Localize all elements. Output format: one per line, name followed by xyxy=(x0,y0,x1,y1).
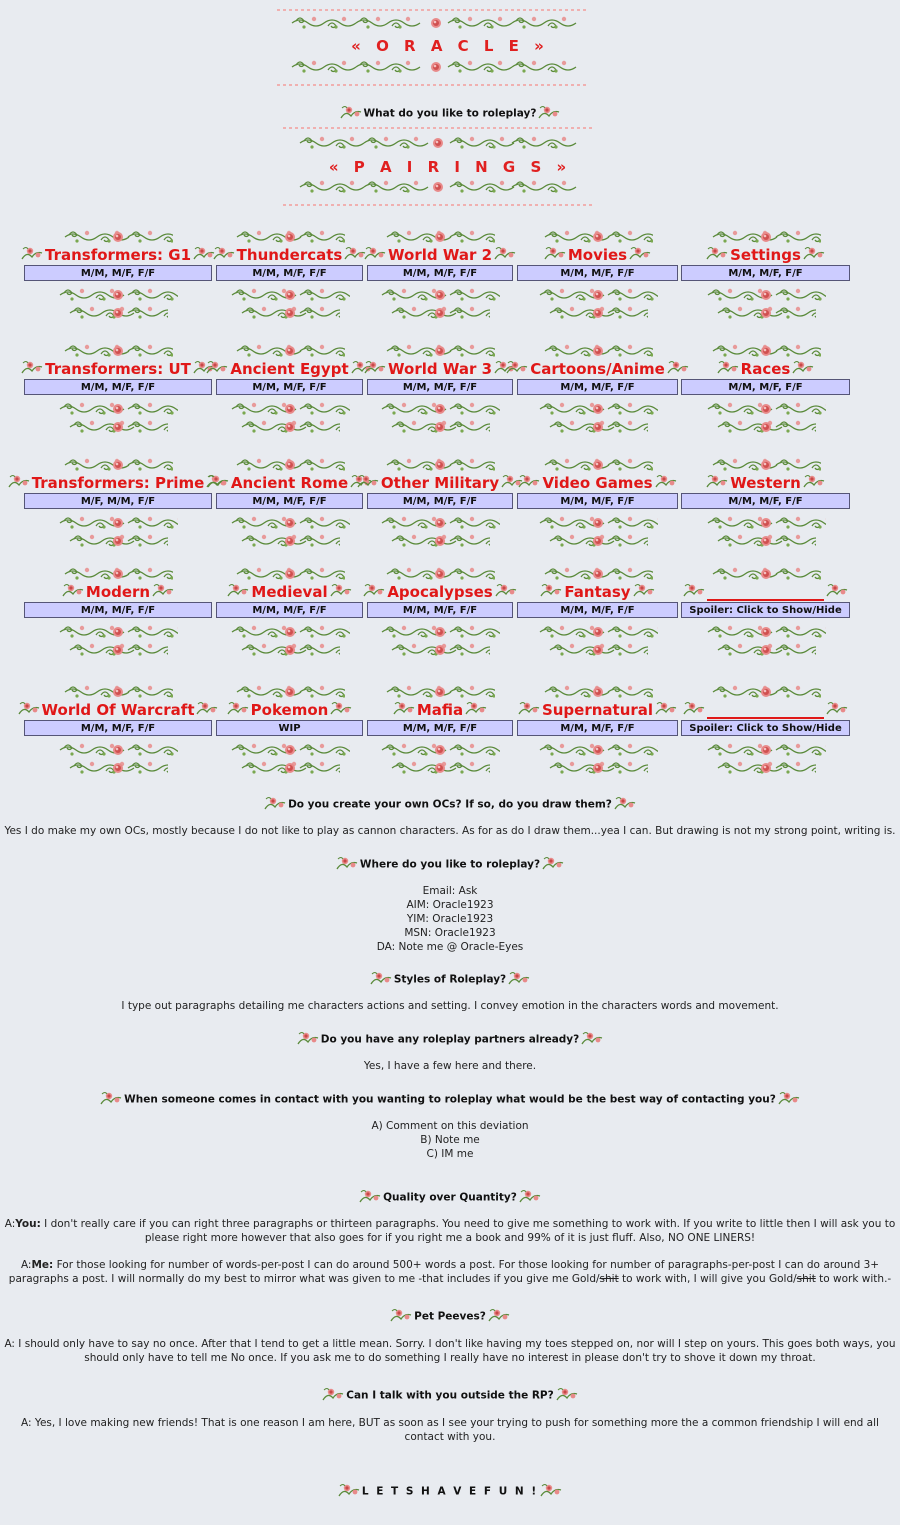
answer-peeves: A: I should only have to say no once. After that I tend to get a little mean. Sorry. I don't like having my toes stepped on, nor will I step on yours. This goes both ways, you should only have to tell me No once. If you ask me to do something I really have no interest in please don't try to shove it down my throat. xyxy=(4,1338,896,1364)
rose-vine-divider xyxy=(681,400,850,436)
rose-icon xyxy=(264,795,286,814)
rose-vine-divider xyxy=(298,178,578,196)
rose-icon xyxy=(62,582,84,602)
pairing-name xyxy=(517,582,678,602)
pairing-name-text: Settings xyxy=(730,246,801,264)
rose-vine-divider xyxy=(367,514,513,550)
rose-vine-divider xyxy=(681,286,850,322)
pairing-cell xyxy=(681,228,850,324)
pairing-types: M/M, M/F, F/F xyxy=(24,379,212,395)
rose-vine-divider xyxy=(367,400,513,436)
pairing-cell xyxy=(216,456,363,552)
pairing-name xyxy=(24,582,212,602)
pairing-cell xyxy=(517,456,678,552)
rose-icon xyxy=(803,245,825,265)
rose-icon xyxy=(152,582,174,602)
pairing-name xyxy=(367,700,513,720)
question-styles xyxy=(0,970,900,989)
answer-prefix: A: xyxy=(20,1259,32,1271)
pairing-name xyxy=(216,473,363,493)
pairing-name-text: Other Military xyxy=(380,474,500,492)
pairing-cell xyxy=(216,342,363,438)
rose-vine-divider xyxy=(216,741,363,777)
pairings-dotted-border-top xyxy=(283,127,593,129)
answer-partners: Yes, I have a few here and there. xyxy=(363,1060,537,1072)
pairing-name xyxy=(517,473,678,493)
answer-prefix: A: xyxy=(4,1218,16,1230)
pairing-name-text: Fantasy xyxy=(564,583,631,601)
rose-vine-divider xyxy=(298,134,578,152)
pairing-name-text: Western xyxy=(730,474,801,492)
pairing-name xyxy=(517,245,678,265)
spoiler-blank xyxy=(707,701,824,719)
pairing-name xyxy=(24,245,212,265)
answer-contact xyxy=(0,1119,900,1161)
rose-icon xyxy=(330,582,352,602)
spoiler-toggle[interactable]: Spoiler: Click to Show/Hide xyxy=(681,720,850,736)
rose-icon xyxy=(519,1188,541,1207)
rose-icon xyxy=(8,473,30,493)
pairing-types: M/M, M/F, F/F xyxy=(24,265,212,281)
pairing-cell xyxy=(367,683,513,779)
rose-icon xyxy=(18,700,40,720)
spoiler-toggle[interactable]: Spoiler: Click to Show/Hide xyxy=(681,602,850,618)
question-contact-text: When someone comes in contact with you wanting to roleplay what would be the best way of contacting you? xyxy=(124,1093,776,1106)
answer-quality-you xyxy=(4,1217,896,1245)
rose-vine-divider xyxy=(216,623,363,659)
rose-icon xyxy=(206,359,228,379)
rose-icon xyxy=(364,245,386,265)
pairings-title: « P A I R I N G S » xyxy=(328,158,572,176)
pairing-types: M/M, M/F, F/F xyxy=(216,265,363,281)
rose-icon xyxy=(803,473,825,493)
pairing-name-text: Modern xyxy=(85,583,151,601)
pairing-name-text: World Of Warcraft xyxy=(41,701,195,719)
contact-yim: YIM: Oracle1923 xyxy=(406,913,494,925)
pairing-name-text: Races xyxy=(740,360,791,378)
rose-icon xyxy=(706,473,728,493)
pairing-name-text: Apocalypses xyxy=(387,583,493,601)
rose-icon xyxy=(359,1188,381,1207)
pairing-cell xyxy=(24,456,212,552)
rose-icon xyxy=(363,582,385,602)
answer-styles: I type out paragraphs detailing me characters actions and setting. I convey emotion in the characters words and movement. xyxy=(121,1000,779,1012)
rose-vine-divider xyxy=(290,14,580,32)
rose-icon xyxy=(213,245,235,265)
pairing-cell xyxy=(24,565,212,661)
pairing-types: M/M, M/F, F/F xyxy=(367,720,513,736)
answer-me-text: For those looking for number of words-per-post I can do around 500+ words a post. For those looking for number of paragraphs-per-post I can do around 3+ paragraphs a post. I will normally do my best to mirror what was given to me -that includes if you give me Gold/ xyxy=(8,1259,880,1285)
pairing-cell xyxy=(216,228,363,324)
pairing-cell xyxy=(367,456,513,552)
question-peeves-text: Pet Peeves? xyxy=(414,1310,486,1323)
rose-icon xyxy=(338,1482,360,1501)
rose-icon xyxy=(494,245,516,265)
rose-vine-divider xyxy=(367,741,513,777)
question-outside-text: Can I talk with you outside the RP? xyxy=(346,1389,554,1402)
contact-email: Email: Ask xyxy=(422,885,478,897)
pairing-types: M/M, M/F, F/F xyxy=(517,493,678,509)
roleplay-question-text: What do you like to roleplay? xyxy=(363,107,537,120)
answer-outside: A: Yes, I love making new friends! That is one reason I am here, BUT as soon as I see your trying to push for something more the a common friendship I will end all contact with you. xyxy=(21,1417,879,1443)
pairing-name xyxy=(216,359,363,379)
question-where xyxy=(0,855,900,874)
rose-icon xyxy=(717,359,739,379)
rose-icon xyxy=(100,1090,122,1109)
footer-fun xyxy=(0,1482,900,1501)
rose-icon xyxy=(390,1307,412,1326)
pairing-name-text: Mafia xyxy=(416,701,464,719)
pairing-cell xyxy=(367,228,513,324)
rose-vine-divider xyxy=(290,58,580,76)
rose-icon xyxy=(207,473,229,493)
pairing-types: M/M, M/F, F/F xyxy=(517,379,678,395)
rose-vine-divider xyxy=(517,514,678,550)
rose-vine-divider xyxy=(24,400,212,436)
pairing-name xyxy=(216,700,363,720)
rose-icon xyxy=(227,700,249,720)
rose-vine-divider xyxy=(517,741,678,777)
pairing-types: M/M, M/F, F/F xyxy=(681,265,850,281)
question-outside xyxy=(0,1386,900,1405)
rose-icon xyxy=(706,245,728,265)
pairing-cell xyxy=(216,683,363,779)
rose-icon xyxy=(370,970,392,989)
rose-vine-divider xyxy=(517,623,678,659)
rose-icon xyxy=(330,700,352,720)
rose-icon xyxy=(683,582,705,602)
pairing-cell xyxy=(681,456,850,552)
rose-icon xyxy=(556,1386,578,1405)
rose-icon xyxy=(655,700,677,720)
pairing-types: M/M, M/F, F/F xyxy=(24,720,212,736)
question-quality xyxy=(0,1188,900,1207)
rose-vine-divider xyxy=(681,741,850,777)
pairing-name xyxy=(367,359,513,379)
rose-icon xyxy=(340,104,362,123)
pairing-name-text: Transformers: Prime xyxy=(31,474,205,492)
pairing-types: M/M, M/F, F/F xyxy=(681,379,850,395)
question-partners xyxy=(0,1030,900,1049)
contact-msn: MSN: Oracle1923 xyxy=(404,927,496,939)
pairing-name-text: Ancient Egypt xyxy=(230,360,349,378)
pairing-name-text: World War 2 xyxy=(388,246,493,264)
contact-da: DA: Note me @ Oracle-Eyes xyxy=(376,941,524,953)
answer-you-label: You: xyxy=(15,1218,41,1230)
question-peeves xyxy=(0,1307,900,1326)
rose-icon xyxy=(364,359,386,379)
question-styles-text: Styles of Roleplay? xyxy=(393,973,507,986)
pairing-cell xyxy=(24,228,212,324)
rose-vine-divider xyxy=(367,286,513,322)
pairing-cell xyxy=(24,342,212,438)
pairing-name xyxy=(24,359,212,379)
rose-icon xyxy=(614,795,636,814)
pairing-types: M/F, M/M, F/F xyxy=(24,493,212,509)
rose-icon xyxy=(655,473,677,493)
rose-icon xyxy=(21,359,43,379)
pairing-types: M/M, M/F, F/F xyxy=(216,493,363,509)
rose-vine-divider xyxy=(681,623,850,659)
rose-icon xyxy=(21,245,43,265)
rose-icon xyxy=(336,855,358,874)
strike-word: shit xyxy=(796,1273,816,1285)
pairing-name-text: Ancient Rome xyxy=(230,474,349,492)
pairing-name-text: Video Games xyxy=(542,474,653,492)
answer-me-text: to work with, I will give you Gold/ xyxy=(618,1273,797,1285)
pairing-name-text: Transformers: G1 xyxy=(44,246,192,264)
pairing-name-text: Supernatural xyxy=(541,701,654,719)
pairing-name xyxy=(367,245,513,265)
question-partners-text: Do you have any roleplay partners already? xyxy=(320,1033,580,1046)
rose-vine-divider xyxy=(24,623,212,659)
rose-icon xyxy=(322,1386,344,1405)
pairing-name xyxy=(216,582,363,602)
pairing-cell xyxy=(517,228,678,324)
pairing-types: M/M, M/F, F/F xyxy=(24,602,212,618)
pairing-name xyxy=(24,700,212,720)
pairing-name xyxy=(367,473,513,493)
pairing-types: M/M, M/F, F/F xyxy=(367,265,513,281)
pairing-name xyxy=(517,359,678,379)
rose-vine-divider xyxy=(216,286,363,322)
rose-vine-divider xyxy=(216,514,363,550)
answer-where xyxy=(0,884,900,954)
pairing-types: M/M, M/F, F/F xyxy=(517,720,678,736)
contact-aim: AIM: Oracle1923 xyxy=(406,899,494,911)
header-dotted-border-bottom xyxy=(277,84,589,86)
rose-icon xyxy=(683,700,705,720)
pairing-name-text: Movies xyxy=(567,246,628,264)
contact-option-a: A) Comment on this deviation xyxy=(371,1120,529,1132)
question-quality-text: Quality over Quantity? xyxy=(383,1191,517,1204)
pairing-cell xyxy=(517,683,678,779)
rose-icon xyxy=(538,104,560,123)
pairing-name-text: Pokemon xyxy=(250,701,329,719)
pairing-types: M/M, M/F, F/F xyxy=(517,265,678,281)
pairing-name-text: Thundercats xyxy=(236,246,343,264)
header-dotted-border-top xyxy=(277,9,589,11)
pairing-types: M/M, M/F, F/F xyxy=(216,602,363,618)
answer-ocs: Yes I do make my own OCs, mostly because I do not like to play as cannon characters. As for as do I draw them...yea I can. But drawing is not my strong point, writing is. xyxy=(4,825,896,837)
pairing-types: WIP xyxy=(216,720,363,736)
rose-icon xyxy=(633,582,655,602)
strike-word: shit xyxy=(599,1273,619,1285)
pairing-types: M/M, M/F, F/F xyxy=(367,602,513,618)
rose-icon xyxy=(495,582,517,602)
rose-vine-divider xyxy=(24,741,212,777)
rose-icon xyxy=(393,700,415,720)
pairing-name xyxy=(367,582,513,602)
pairing-name xyxy=(681,359,850,379)
pairing-name xyxy=(681,473,850,493)
answer-me-label: Me: xyxy=(31,1259,54,1271)
rose-icon xyxy=(297,1030,319,1049)
pairing-name xyxy=(216,245,363,265)
pairing-types: M/M, M/F, F/F xyxy=(367,379,513,395)
rose-icon xyxy=(826,700,848,720)
pairing-name-text: Medieval xyxy=(251,583,328,601)
rose-icon xyxy=(778,1090,800,1109)
pairing-types: M/M, M/F, F/F xyxy=(517,602,678,618)
pairing-cell xyxy=(367,565,513,661)
pairing-name-text: Transformers: UT xyxy=(45,360,191,378)
rose-icon xyxy=(518,700,540,720)
rose-icon xyxy=(357,473,379,493)
pairing-name xyxy=(681,245,850,265)
rose-icon xyxy=(826,582,848,602)
question-ocs-text: Do you create your own OCs? If so, do you draw them? xyxy=(288,798,612,811)
spoiler-blank xyxy=(707,583,824,601)
pairings-dotted-border-bottom xyxy=(283,204,593,206)
roleplay-question xyxy=(0,104,900,123)
rose-icon xyxy=(540,1482,562,1501)
rose-vine-divider xyxy=(24,514,212,550)
question-where-text: Where do you like to roleplay? xyxy=(359,858,541,871)
rose-icon xyxy=(488,1307,510,1326)
answer-quality-me xyxy=(4,1258,896,1286)
pairing-cell xyxy=(24,683,212,779)
pairing-cell xyxy=(517,565,678,661)
rose-icon xyxy=(227,582,249,602)
pairing-name xyxy=(517,700,678,720)
pairing-name-text: World War 3 xyxy=(388,360,493,378)
pairing-cell xyxy=(367,342,513,438)
footer-text: L E T S H A V E F U N ! xyxy=(361,1485,539,1498)
contact-option-b: B) Note me xyxy=(420,1134,480,1146)
pairing-name-text: Cartoons/Anime xyxy=(530,360,665,378)
pairing-types: M/M, M/F, F/F xyxy=(216,379,363,395)
rose-icon xyxy=(506,359,528,379)
rose-icon xyxy=(581,1030,603,1049)
rose-icon xyxy=(518,473,540,493)
rose-icon xyxy=(542,855,564,874)
pairing-cell xyxy=(681,342,850,438)
contact-option-c: C) IM me xyxy=(426,1148,474,1160)
pairing-types: M/M, M/F, F/F xyxy=(367,493,513,509)
rose-icon xyxy=(792,359,814,379)
pairing-name xyxy=(24,473,212,493)
pairing-types: M/M, M/F, F/F xyxy=(681,493,850,509)
rose-icon xyxy=(544,245,566,265)
answer-me-text: to work with.- xyxy=(815,1273,892,1285)
oracle-title: « O R A C L E » xyxy=(351,37,549,55)
pairing-cell xyxy=(681,683,850,779)
rose-vine-divider xyxy=(216,400,363,436)
rose-icon xyxy=(508,970,530,989)
rose-icon xyxy=(629,245,651,265)
question-ocs xyxy=(0,795,900,814)
answer-you-text: I don't really care if you can right three paragraphs or thirteen paragraphs. You need to give me something to work with. If you write to little then I will ask you to please right more however that also goes for if you right me a book and 99% of it is just fluff. Also, NO ONE LINERS! xyxy=(40,1218,896,1244)
rose-icon xyxy=(540,582,562,602)
question-contact xyxy=(0,1090,900,1109)
pairing-cell xyxy=(216,565,363,661)
pairing-cell xyxy=(681,565,850,661)
rose-vine-divider xyxy=(681,514,850,550)
rose-icon xyxy=(465,700,487,720)
pairing-cell xyxy=(517,342,678,438)
pairing-name xyxy=(681,700,850,720)
rose-vine-divider xyxy=(517,400,678,436)
rose-vine-divider xyxy=(517,286,678,322)
rose-vine-divider xyxy=(24,286,212,322)
pairing-name xyxy=(681,582,850,602)
rose-vine-divider xyxy=(367,623,513,659)
